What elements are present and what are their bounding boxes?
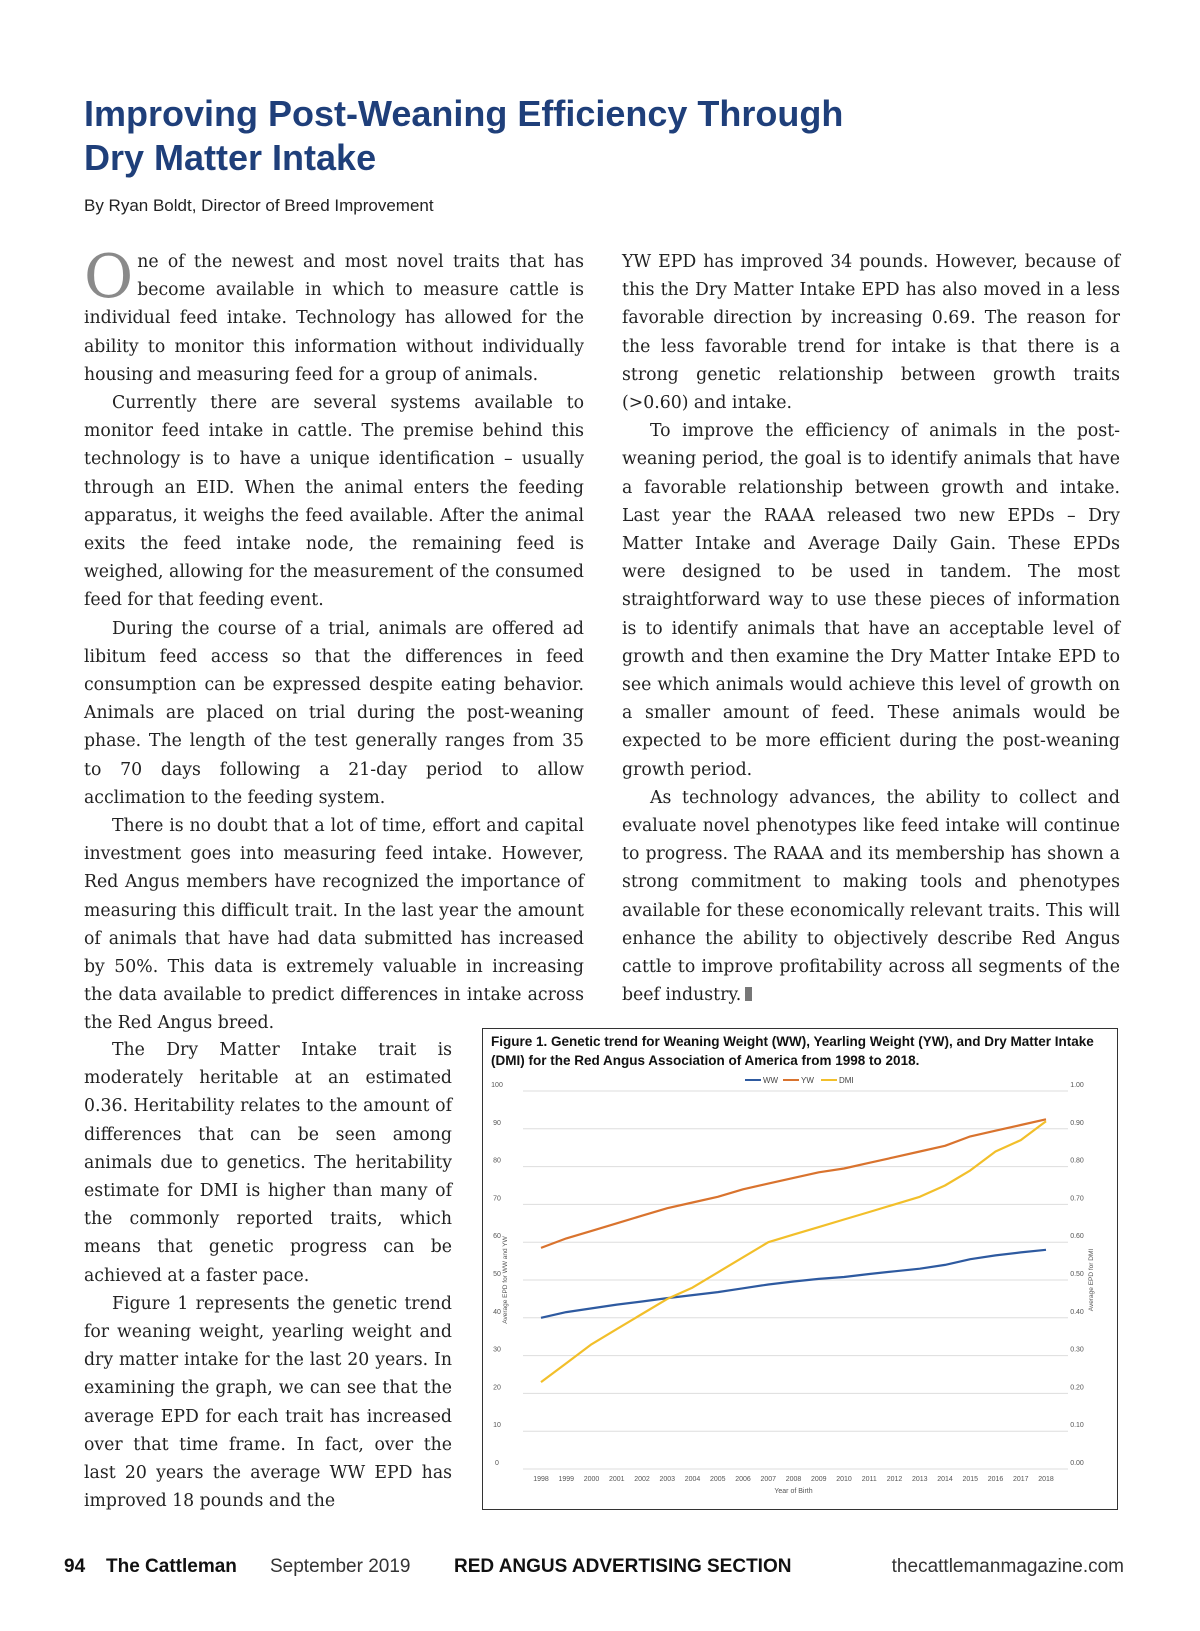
x-tick-label: 2003 xyxy=(659,1476,676,1483)
issue-date: September 2019 xyxy=(270,1556,411,1577)
paragraph-2: Currently there are several systems available to monitor feed intake in cattle. The premise behind this technology is to have a unique identification – usually through an EID. When the animal enters the feeding apparatus, it weighs the feed available. After the animal exits the feed intake node, the remaining feed is weighed, allowing for the measurement of the consumed feed for that feeding event. xyxy=(84,393,584,611)
paragraph-6: Figure 1 represents the genetic trend for weaning weight, yearling weight and dry matter intake for the last 20 years. In examining the graph, we can see that the average EPD for each trait has increased over that time frame. In fact, over the last 20 years the average WW EPD has improved 18 pounds and the xyxy=(84,1293,452,1512)
paragraph-8: To improve the efficiency of animals in the post-weaning period, the goal is to identify animals that have a favorable relationship between growth and intake. Last year the RAAA released two new EPDs – Dry Matter Intake and Average Daily Gain. These EPDs were designed to be used in tandem. The most straightforward way to use these pieces of information is to identify animals that have an acceptable level of growth and then examine the Dry Matter Intake EPD to see which animals would achieve this level of growth on a smaller amount of feed. These animals would be expected to be more efficient during the post-weaning growth period. xyxy=(622,421,1120,780)
x-tick-label: 2001 xyxy=(608,1476,625,1483)
right-column xyxy=(622,248,1120,1009)
genetic-trend-chart xyxy=(483,1029,1116,1508)
paragraph-3: During the course of a trial, animals are offered ad libitum feed access so that the differences in feed consumption can be expressed despite eating behavior. Animals are placed on trial during the post-weaning phase. The length of the test generally ranges from 35 to 70 days following a 21-day period to allow acclimation to the feeding system. xyxy=(84,618,584,808)
paragraph-5: The Dry Matter Intake trait is moderately heritable at an estimated 0.36. Heritability relates to the amount of differences that can be seen among animals due to genetics. The heritability estimate for DMI is higher than many of the commonly reported traits, which means that genetic progress can be achieved at a faster pace. xyxy=(84,1040,452,1286)
x-tick-label: 2013 xyxy=(911,1476,928,1483)
x-axis-title: Year of Birth xyxy=(774,1488,813,1495)
y2-tick-label: 0.20 xyxy=(1070,1384,1084,1392)
x-tick-label: 2005 xyxy=(709,1476,726,1483)
left-column-bottom xyxy=(84,1036,452,1515)
series-line-dmi xyxy=(541,1121,1046,1382)
x-tick-label: 2007 xyxy=(760,1476,777,1483)
end-mark-icon xyxy=(745,987,752,1001)
x-tick-label: 2008 xyxy=(785,1476,802,1483)
left-column-top xyxy=(84,242,584,1038)
x-tick-label: 2017 xyxy=(1012,1476,1029,1483)
legend-label-ww: WW xyxy=(763,1076,779,1085)
y-tick-label: 40 xyxy=(493,1308,501,1316)
legend-label-dmi: DMI xyxy=(839,1076,854,1085)
byline: By Ryan Boldt, Director of Breed Improvement xyxy=(84,196,434,215)
x-tick-label: 1999 xyxy=(558,1476,575,1483)
figure-caption: Figure 1. Genetic trend for Weaning Weight (WW), Yearling Weight (YW), and Dry Matter Intake (DMI) for the Red Angus Association of America from 1998 to 2018. xyxy=(491,1034,1094,1068)
x-tick-label: 2000 xyxy=(583,1476,600,1483)
y2-tick-label: 0.10 xyxy=(1070,1422,1084,1430)
y-tick-label: 100 xyxy=(491,1082,503,1089)
article-title xyxy=(84,92,984,180)
x-tick-label: 2009 xyxy=(810,1476,827,1483)
paragraph-9 xyxy=(622,784,1120,1010)
y-tick-label: 80 xyxy=(493,1157,501,1165)
x-tick-label: 2004 xyxy=(684,1476,701,1483)
y2-tick-label: 0.70 xyxy=(1070,1195,1084,1203)
x-tick-label: 2011 xyxy=(861,1476,877,1483)
y2-tick-label: 0.80 xyxy=(1070,1157,1084,1165)
paragraph-4: There is no doubt that a lot of time, effort and capital investment goes into measuring feed intake. However, Red Angus members have recognized the importance of measuring this difficult trait. In the last year the amount of animals that have had data submitted has increased by 50%. This data is extremely valuable in increasing the data available to predict differences in intake across the Red Angus breed. xyxy=(84,816,584,1034)
y2-tick-label: 0.40 xyxy=(1070,1308,1084,1316)
paragraph-1 xyxy=(84,242,584,389)
y2-tick-label: 0.90 xyxy=(1070,1119,1084,1127)
y-tick-label: 20 xyxy=(493,1384,501,1392)
y2-axis-title: Average EPD for DMI xyxy=(1088,1248,1095,1312)
y2-tick-label: 1.00 xyxy=(1070,1082,1084,1089)
section-label: RED ANGUS ADVERTISING SECTION xyxy=(454,1556,792,1577)
series-line-yw xyxy=(541,1119,1046,1248)
x-tick-label: 1998 xyxy=(533,1476,549,1483)
x-tick-label: 2006 xyxy=(735,1476,751,1483)
x-tick-label: 2016 xyxy=(987,1476,1004,1483)
y2-tick-label: 0.30 xyxy=(1070,1346,1084,1354)
figure-1 xyxy=(482,1028,1118,1510)
y2-tick-label: 0.60 xyxy=(1070,1233,1084,1241)
paragraph-1-text: ne of the newest and most novel traits that has become available in which to measure cattle is individual feed intake. Technology has allowed for the ability to monitor this information without individually housing and measuring feed for a group of animals. xyxy=(84,252,584,385)
x-tick-label: 2012 xyxy=(886,1476,903,1483)
page-footer xyxy=(64,1556,1124,1586)
article-title-line2: Dry Matter Intake xyxy=(84,137,377,178)
article-title-line1: Improving Post-Weaning Efficiency Through xyxy=(84,93,844,134)
y-tick-label: 60 xyxy=(493,1233,501,1241)
legend-label-yw: YW xyxy=(801,1076,814,1085)
magazine-name: The Cattleman xyxy=(106,1556,237,1577)
x-tick-label: 2002 xyxy=(634,1476,650,1483)
y-tick-label: 70 xyxy=(493,1195,501,1203)
x-tick-label: 2014 xyxy=(937,1476,953,1483)
x-tick-label: 2018 xyxy=(1038,1476,1054,1483)
series-line-ww xyxy=(541,1250,1046,1318)
y-tick-label: 10 xyxy=(493,1422,501,1430)
y2-tick-label: 0.50 xyxy=(1070,1271,1084,1278)
y-tick-label: 0 xyxy=(495,1460,499,1467)
x-tick-label: 2010 xyxy=(836,1476,852,1483)
drop-cap: O xyxy=(84,242,134,312)
x-tick-label: 2015 xyxy=(962,1476,979,1483)
paragraph-9-text: As technology advances, the ability to collect and evaluate novel phenotypes like feed intake will continue to progress. The RAAA and its membership has shown a strong commitment to making tools and phenotypes available for these economically relevant traits. This will enhance the ability to objectively describe Red Angus cattle to improve profitability across all segments of the beef industry. xyxy=(622,787,1120,1006)
page-number: 94 xyxy=(64,1556,86,1577)
y-tick-label: 90 xyxy=(493,1119,501,1127)
y-tick-label: 50 xyxy=(493,1271,501,1278)
y-tick-label: 30 xyxy=(493,1346,501,1354)
y-axis-title: Average EPD for WW and YW xyxy=(502,1236,509,1324)
paragraph-7: YW EPD has improved 34 pounds. However, because of this the Dry Matter Intake EPD has also moved in a less favorable direction by increasing 0.69. The reason for the less favorable trend for intake is that there is a strong genetic relationship between growth traits (>0.60) and intake. xyxy=(622,252,1120,414)
website: thecattlemanmagazine.com xyxy=(891,1556,1124,1577)
y2-tick-label: 0.00 xyxy=(1070,1460,1084,1467)
